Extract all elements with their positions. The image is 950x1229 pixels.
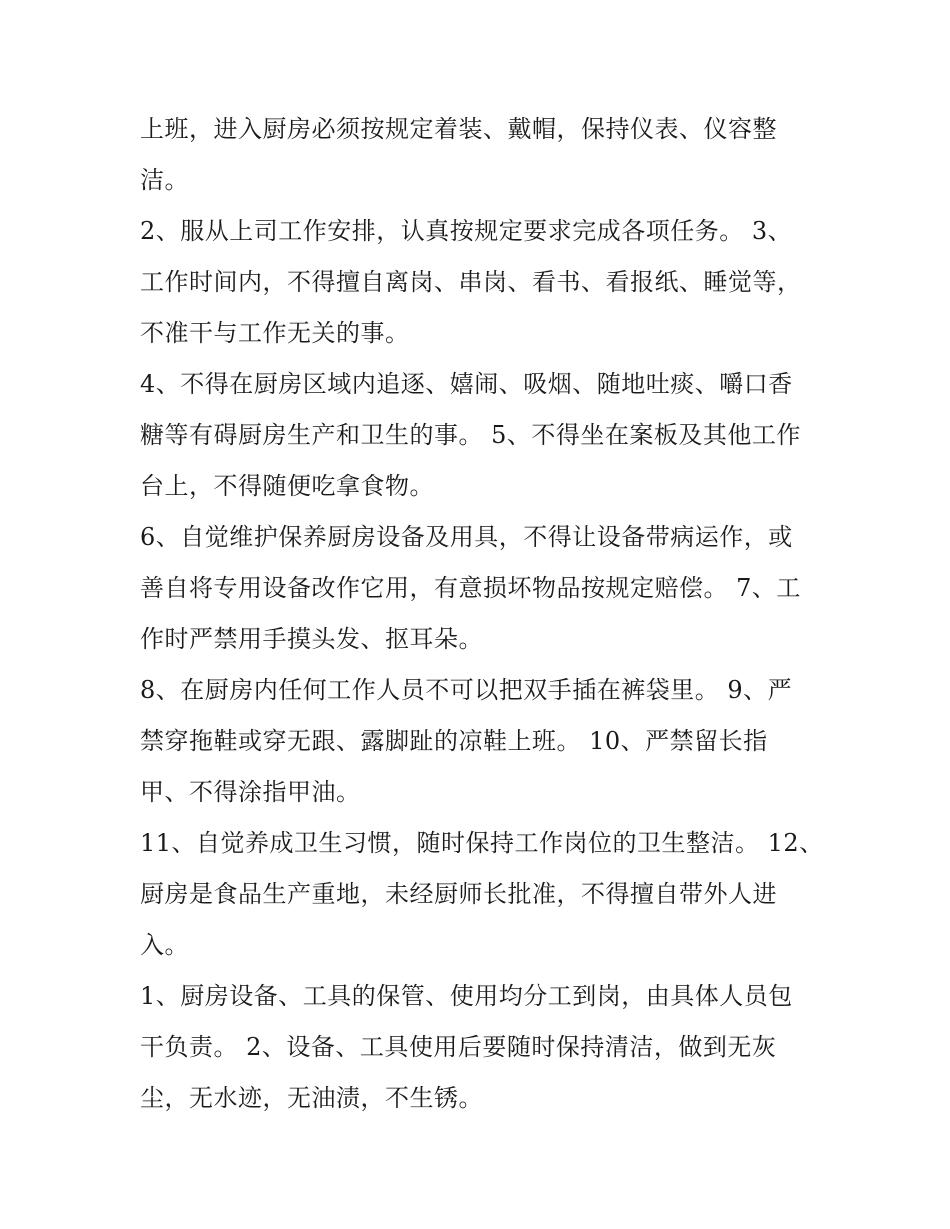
text-line: 6、自觉维护保养厨房设备及用具，不得让设备带病运作，或 xyxy=(140,523,793,551)
text-line: 甲、不得涂指甲油。 xyxy=(140,778,361,806)
text-line: 工作时间内，不得擅自离岗、串岗、看书、看报纸、睡觉等， xyxy=(140,268,802,296)
text-line: 2、服从上司工作安排，认真按规定要求完成各项任务。 3、 xyxy=(140,217,793,245)
text-line: 8、在厨房内任何工作人员不可以把双手插在裤袋里。 9、严 xyxy=(140,676,793,704)
text-line: 干负责。 2、设备、工具使用后要随时保持清洁，做到无灰 xyxy=(140,1033,777,1061)
text-line: 禁穿拖鞋或穿无跟、露脚趾的凉鞋上班。 10、严禁留长指 xyxy=(140,727,768,755)
text-line: 尘，无水迹，无油渍，不生锈。 xyxy=(140,1084,483,1112)
text-line: 不准干与工作无关的事。 xyxy=(140,319,410,347)
text-line: 1、厨房设备、工具的保管、使用均分工到岗，由具体人员包 xyxy=(140,982,793,1010)
text-line: 4、不得在厨房区域内追逐、嬉闹、吸烟、随地吐痰、嚼口香 xyxy=(140,370,793,398)
text-line: 作时严禁用手摸头发、抠耳朵。 xyxy=(140,625,483,653)
document-body xyxy=(140,104,824,1124)
text-line: 11、自觉养成卫生习惯，随时保持工作岗位的卫生整洁。 12、 xyxy=(140,829,824,857)
text-line: 糖等有碍厨房生产和卫生的事。 5、不得坐在案板及其他工作 xyxy=(140,421,801,449)
text-line: 善自将专用设备改作它用，有意损坏物品按规定赔偿。 7、工 xyxy=(140,574,801,602)
text-line: 上班，进入厨房必须按规定着装、戴帽，保持仪表、仪容整 xyxy=(140,115,777,143)
text-line: 洁。 xyxy=(140,166,189,194)
text-line: 入。 xyxy=(140,931,189,959)
text-line: 厨房是食品生产重地，未经厨师长批准，不得擅自带外人进 xyxy=(140,880,777,908)
text-line: 台上，不得随便吃拿食物。 xyxy=(140,472,434,500)
